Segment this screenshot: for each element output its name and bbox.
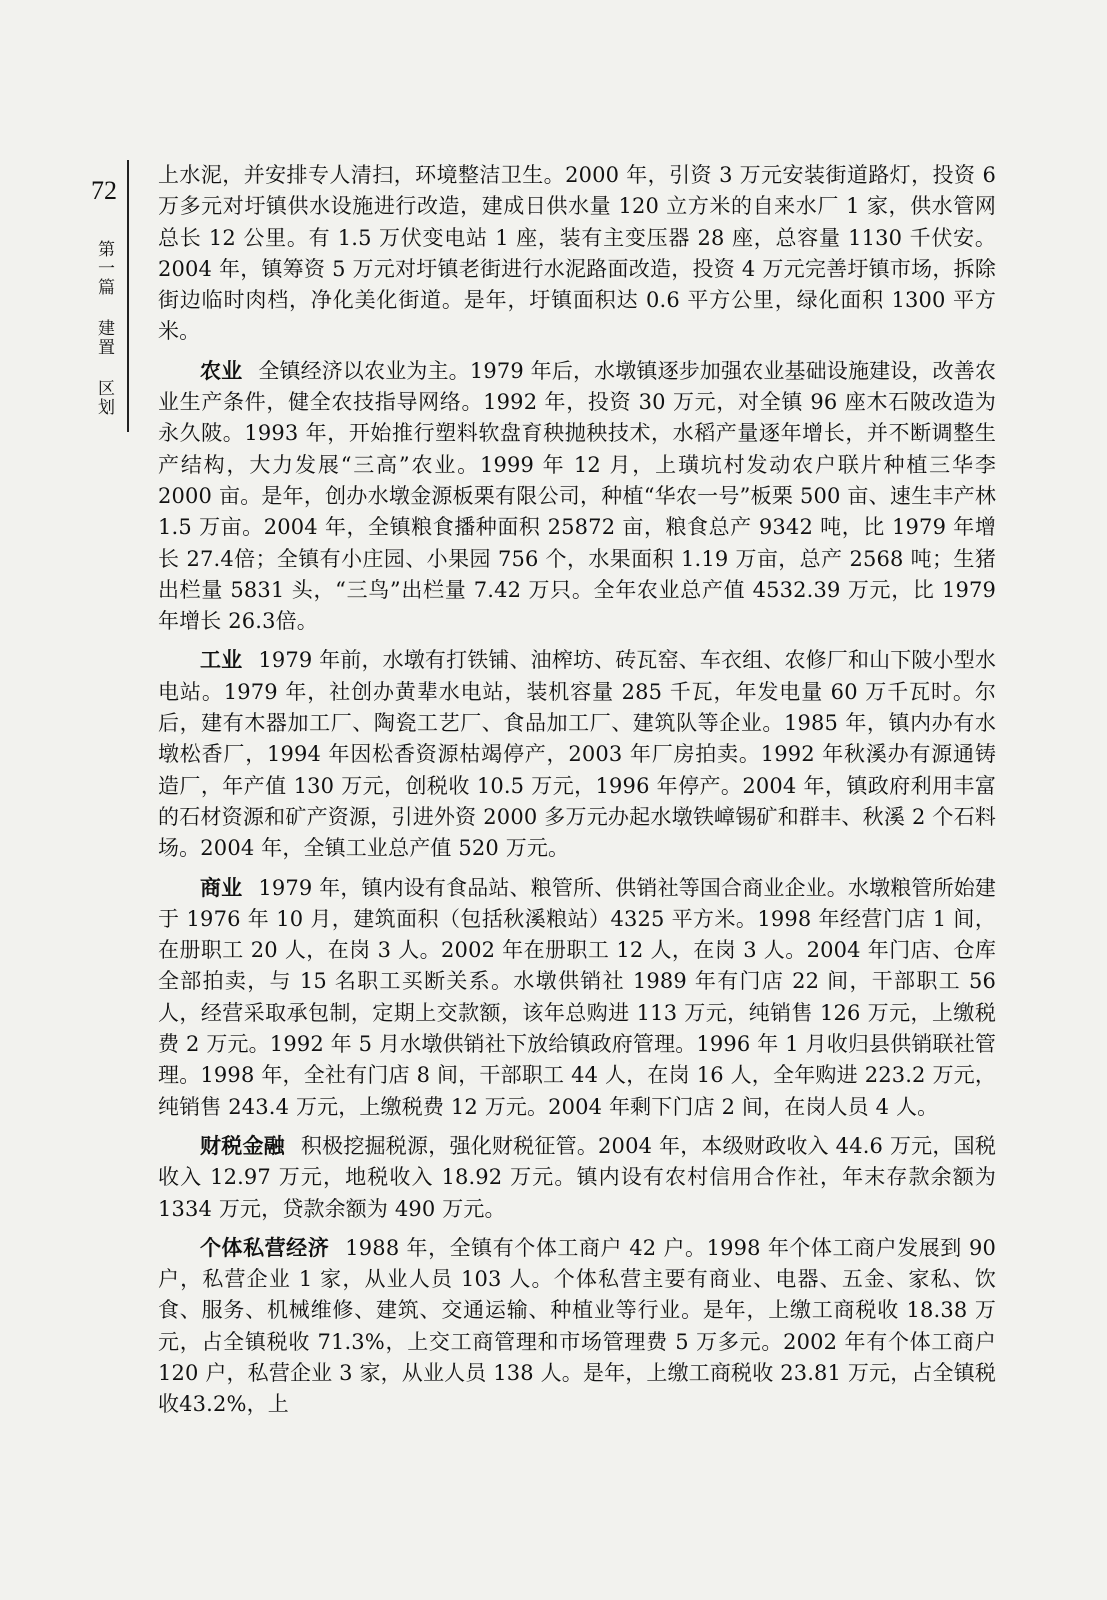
body-text — [158, 160, 996, 1421]
section-heading: 财税金融 — [200, 1133, 285, 1158]
section-heading: 工业 — [200, 648, 243, 673]
section-heading: 个体私营经济 — [200, 1235, 330, 1260]
page-number: 72 — [91, 176, 117, 205]
section-heading: 农业 — [200, 358, 243, 383]
paragraph-commerce — [158, 873, 996, 1123]
paragraph-private-economy — [158, 1233, 996, 1421]
paragraph-text: 1988 年，全镇有个体工商户 42 户。1998 年个体工商户发展到 90 户，私营企业 1 家，从业人员 103 人。个体私营主要有商业、电器、五金、家私、饮食、服务、机械维修、建筑、交通运输、种植业等行业。是年，上缴工商税收 18.38 万元，占全镇税收 71.3%，上交工商管理和市场管理费 5 万多元。2002 年有个体工商户 120 户，私营企业 3 家，从业人员 138 人。是年，上缴工商税收 23.81 万元，占全镇税收43.2%，上 — [158, 1235, 996, 1417]
paragraph-text: 积极挖掘税源，强化财税征管。2004 年，本级财政收入 44.6 万元，国税收入 12.97 万元，地税收入 18.92 万元。镇内设有农村信用合作社，年末存款余额为 1334 万元，贷款余额为 490 万元。 — [158, 1133, 996, 1221]
running-head: 第一篇 建置 区划 — [94, 239, 114, 417]
paragraph-finance — [158, 1131, 996, 1225]
margin-rule — [127, 160, 129, 432]
section-heading: 商业 — [200, 875, 243, 900]
paragraph-text: 全镇经济以农业为主。1979 年后，水墩镇逐步加强农业基础设施建设，改善农业生产条件，健全农技指导网络。1992 年，投资 30 万元，对全镇 96 座木石陂改造为永久陂。1993 年，开始推行塑料软盘育秧抛秧技术，水稻产量逐年增长，并不断调整生产结构，大力发展“三高”农业。1999 年 12 月，上璜坑村发动农户联片种植三华李 2000 亩。是年，创办水墩金源板栗有限公司，种植“华农一号”板栗 500 亩、速生丰产林 1.5 万亩。2004 年，全镇粮食播种面积 25872 亩，粮食总产 9342 吨，比 1979 年增长 27.4倍；全镇有小庄园、小果园 756 个，水果面积 1.19 万亩，总产 2568 吨；生猪出栏量 5831 头，“三鸟”出栏量 7.42 万只。全年农业总产值 4532.39 万元，比 1979 年增长 26.3倍。 — [158, 358, 996, 634]
page-margin — [84, 176, 124, 428]
paragraph-industry — [158, 645, 996, 864]
paragraph-text: 上水泥，并安排专人清扫，环境整洁卫生。2000 年，引资 3 万元安装街道路灯，投资 6 万多元对圩镇供水设施进行改造，建成日供水量 120 立方米的自来水厂 1 家，供水管网总长 12 公里。有 1.5 万伏变电站 1 座，装有主变压器 28 座，总容量 1130 千伏安。2004 年，镇筹资 5 万元对圩镇老街进行水泥路面改造，投资 4 万元完善圩镇市场，拆除街边临时肉档，净化美化街道。是年，圩镇面积达 0.6 平方公里，绿化面积 1300 平方米。 — [158, 163, 996, 344]
paragraph-agriculture — [158, 356, 996, 638]
paragraph-continuation — [158, 160, 996, 348]
paragraph-text: 1979 年，镇内设有食品站、粮管所、供销社等国合商业企业。水墩粮管所始建于 1976 年 10 月，建筑面积（包括秋溪粮站）4325 平方米。1998 年经营门店 1 间，在册职工 20 人，在岗 3 人。2002 年在册职工 12 人，在岗 3 人。2004 年门店、仓库全部拍卖，与 15 名职工买断关系。水墩供销社 1989 年有门店 22 间，干部职工 56 人，经营采取承包制，定期上交款额，该年总购进 113 万元，纯销售 126 万元，上缴税费 2 万元。1992 年 5 月水墩供销社下放给镇政府管理。1996 年 1 月收归县供销联社管理。1998 年，全社有门店 8 间，干部职工 44 人，在岗 16 人，全年购进 223.2 万元，纯销售 243.4 万元，上缴税费 12 万元。2004 年剩下门店 2 间，在岗人员 4 人。 — [158, 875, 996, 1119]
paragraph-text: 1979 年前，水墩有打铁铺、油榨坊、砖瓦窑、车衣组、农修厂和山下陂小型水电站。1979 年，社创办黄辈水电站，装机容量 285 千瓦，年发电量 60 万千瓦时。尔后，建有木器加工厂、陶瓷工艺厂、食品加工厂、建筑队等企业。1985 年，镇内办有水墩松香厂，1994 年因松香资源枯竭停产，2003 年厂房拍卖。1992 年秋溪办有源通铸造厂，年产值 130 万元，创税收 10.5 万元，1996 年停产。2004 年，镇政府利用丰富的石材资源和矿产资源，引进外资 2000 多万元办起水墩铁嶂锡矿和群丰、秋溪 2 个石料场。2004 年，全镇工业总产值 520 万元。 — [158, 648, 996, 861]
